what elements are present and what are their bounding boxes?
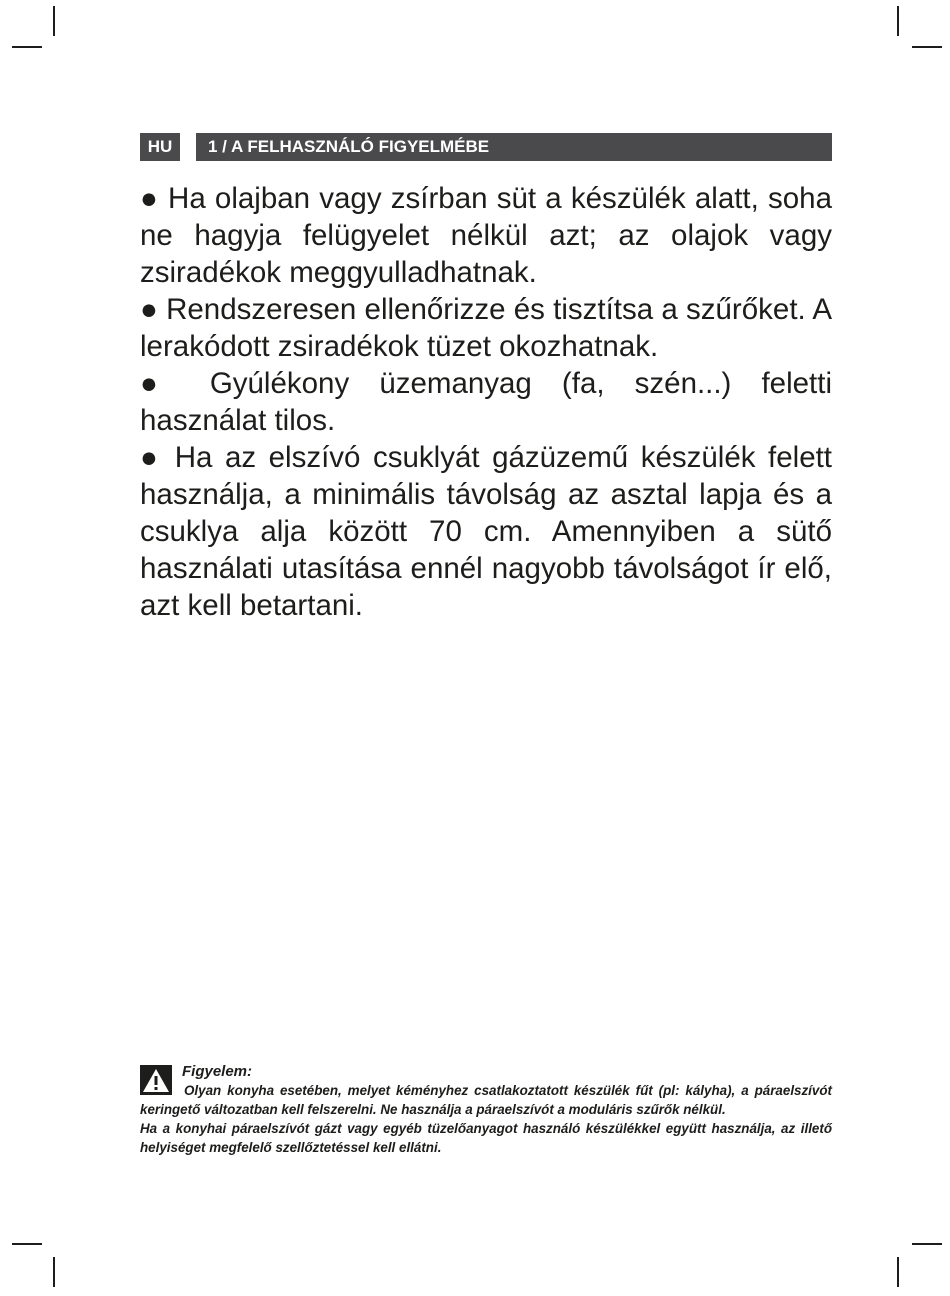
crop-mark bbox=[897, 1257, 899, 1287]
section-title: 1 / A FELHASZNÁLÓ FIGYELMÉBE bbox=[196, 133, 832, 161]
warning-title: Figyelem: bbox=[182, 1063, 253, 1080]
crop-mark bbox=[912, 46, 942, 48]
warning-triangle-icon bbox=[140, 1065, 172, 1095]
crop-mark bbox=[912, 1243, 942, 1245]
page-header bbox=[140, 133, 832, 161]
crop-mark bbox=[897, 6, 899, 36]
paragraph-filters: ● Rendszeresen ellenőrizze és tisztítsa a szűrőket. A lerakódott zsiradékok tüzet okozhatnak. bbox=[140, 293, 832, 363]
crop-mark bbox=[53, 1257, 55, 1287]
paragraph-frying: ● Ha olajban vagy zsírban süt a készülék alatt, soha ne hagyja felügyelet nélkül azt; az olajok vagy zsiradékok meggyulladhatnak. bbox=[140, 182, 832, 289]
warning-note bbox=[140, 1062, 832, 1157]
crop-mark bbox=[12, 46, 42, 48]
paragraph-gas-distance: ● Ha az elszívó csuklyát gázüzemű készülék felett használja, a minimális távolság az asztal lapja és a csuklya alja között 70 cm. Amennyiben a sütő használati utasítása ennél nagyobb távolságot ír elő, azt kell betartani. bbox=[140, 441, 832, 622]
language-badge: HU bbox=[140, 133, 180, 161]
crop-mark bbox=[12, 1243, 42, 1245]
warning-text-ventilation-mode: Olyan konyha esetében, melyet kéményhez csatlakoztatott készülék fűt (pl: kályha), a páraelszívót keringető változatban kell felszerelni. Ne használja a páraelszívót a moduláris szűrők nélkül. bbox=[140, 1083, 832, 1117]
paragraph-fuel: ● Gyúlékony üzemanyag (fa, szén...) feletti használat tilos. bbox=[140, 367, 832, 437]
warning-text-gas-appliances: Ha a konyhai páraelszívót gázt vagy egyéb tüzelőanyagot használó készülékkel együtt használja, az illető helyiséget megfelelő szellőztetéssel kell ellátni. bbox=[140, 1121, 832, 1155]
crop-mark bbox=[53, 6, 55, 36]
main-text bbox=[140, 180, 832, 624]
